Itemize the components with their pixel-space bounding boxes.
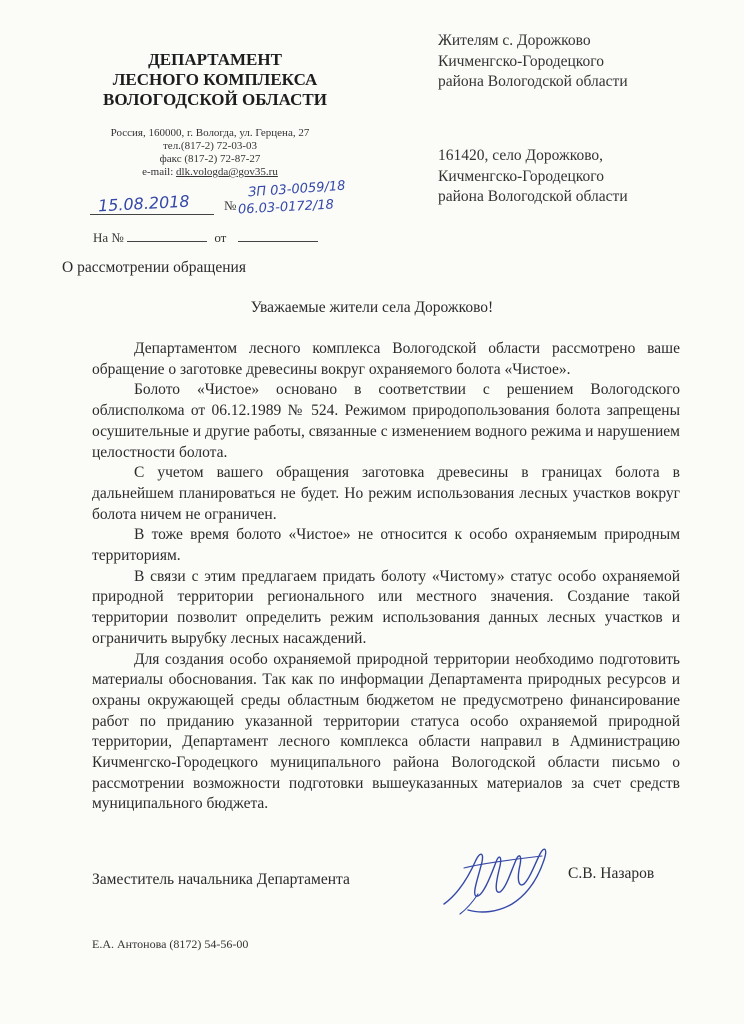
sender-title-line: ЛЕСНОГО КОМПЛЕКСА — [112, 70, 318, 89]
body-paragraph: В связи с этим предлагаем придать болоту «Чистому» статус особо охраняемой природной территории регионального или местного значения. Создание такой территории позволит определить режим использования данных лесных участков и ограничить вырубку лесных насаждений. — [92, 567, 680, 647]
registration-row — [90, 191, 237, 216]
signatory-position: Заместитель начальника Департамента — [92, 871, 350, 888]
sender-contacts — [60, 127, 360, 179]
handwritten-date: 15.08.2018 — [97, 191, 191, 216]
body-paragraph: Департаментом лесного комплекса Вологодской области рассмотрено ваше обращение о заготовке древесины вокруг охраняемого болота «Чистое». — [92, 340, 680, 378]
recipient-address-line: 161420, село Дорожково, — [438, 147, 604, 164]
body-paragraph: Для создания особо охраняемой природной территории необходимо подготовить материалы обоснования. Так как по информации Департамента природных ресурсов и охраны окружающей среды областным бюджетом не предусмотрено финансирование работ по приданию указанной территории статуса особо охраняемой природной территории, Департамент лесного комплекса области направил в Администрацию Кичменгско-Городецкого муниципального района Вологодской области письмо о рассмотрении возможности подготовки вышеуказанных материалов за счет средств муниципального бюджета. — [92, 650, 680, 813]
signatory-name: С.В. Назаров — [568, 865, 655, 882]
recipient-address — [438, 146, 628, 208]
reply-row — [93, 229, 318, 246]
handwritten-signature — [438, 838, 558, 918]
letter-subject: О рассмотрении обращения — [62, 259, 246, 276]
sender-email-label: e-mail: — [142, 166, 174, 178]
sender-email-link[interactable]: dlk.vologda@gov35.ru — [176, 166, 278, 178]
body-paragraph: В тоже время болото «Чистое» не относится к особо охраняемым природным территориям. — [92, 526, 680, 565]
reply-from: от — [214, 230, 227, 245]
body-paragraph: Болото «Чистое» основано в соответствии с решением Вологодского облисполкома от 06.12.1989 № 524. Режимом природопользования болота запрещены осушительные и другие работы, связанные с изменением водного режима и нарушением целостности болота. — [92, 381, 680, 461]
handwritten-number-top: ЗП 03-0059/18 — [247, 178, 346, 201]
reply-date-blank — [238, 229, 318, 242]
letter-salutation: Уважаемые жители села Дорожково! — [250, 299, 494, 316]
letter-body — [92, 339, 680, 815]
sender-title — [60, 50, 370, 110]
reply-number-blank — [127, 229, 207, 242]
recipient-name — [438, 31, 628, 93]
reply-prefix: На № — [93, 230, 124, 245]
sender-email-row — [60, 166, 360, 179]
handwritten-number-bottom: 06.03-0172/18 — [237, 197, 335, 218]
recipient-line: района Вологодской области — [438, 73, 628, 90]
executor-contact: Е.А. Антонова (8172) 54-56-00 — [92, 937, 249, 951]
recipient-address-line: района Вологодской области — [438, 188, 628, 205]
number-symbol: № — [224, 198, 237, 213]
body-paragraph: С учетом вашего обращения заготовка древесины в границах болота в дальнейшем планироваться не будет. Но режим использования лесных участков вокруг болота ничем не ограничен. — [92, 464, 680, 523]
sender-phone: тел.(817-2) 72-03-03 — [163, 140, 257, 152]
recipient-address-line: Кичменгско-Городецкого — [438, 167, 604, 185]
sender-address: Россия, 160000, г. Вологда, ул. Герцена, 27 — [110, 127, 310, 139]
sender-title-line: ВОЛОГОДСКОЙ ОБЛАСТИ — [103, 90, 327, 109]
recipient-line: Жителям с. Дорожково — [438, 32, 591, 49]
sender-title-line: ДЕПАРТАМЕНТ — [148, 50, 282, 69]
recipient-line: Кичменгско-Городецкого — [438, 52, 604, 70]
sender-fax: факс (817-2) 72-87-27 — [159, 153, 261, 165]
